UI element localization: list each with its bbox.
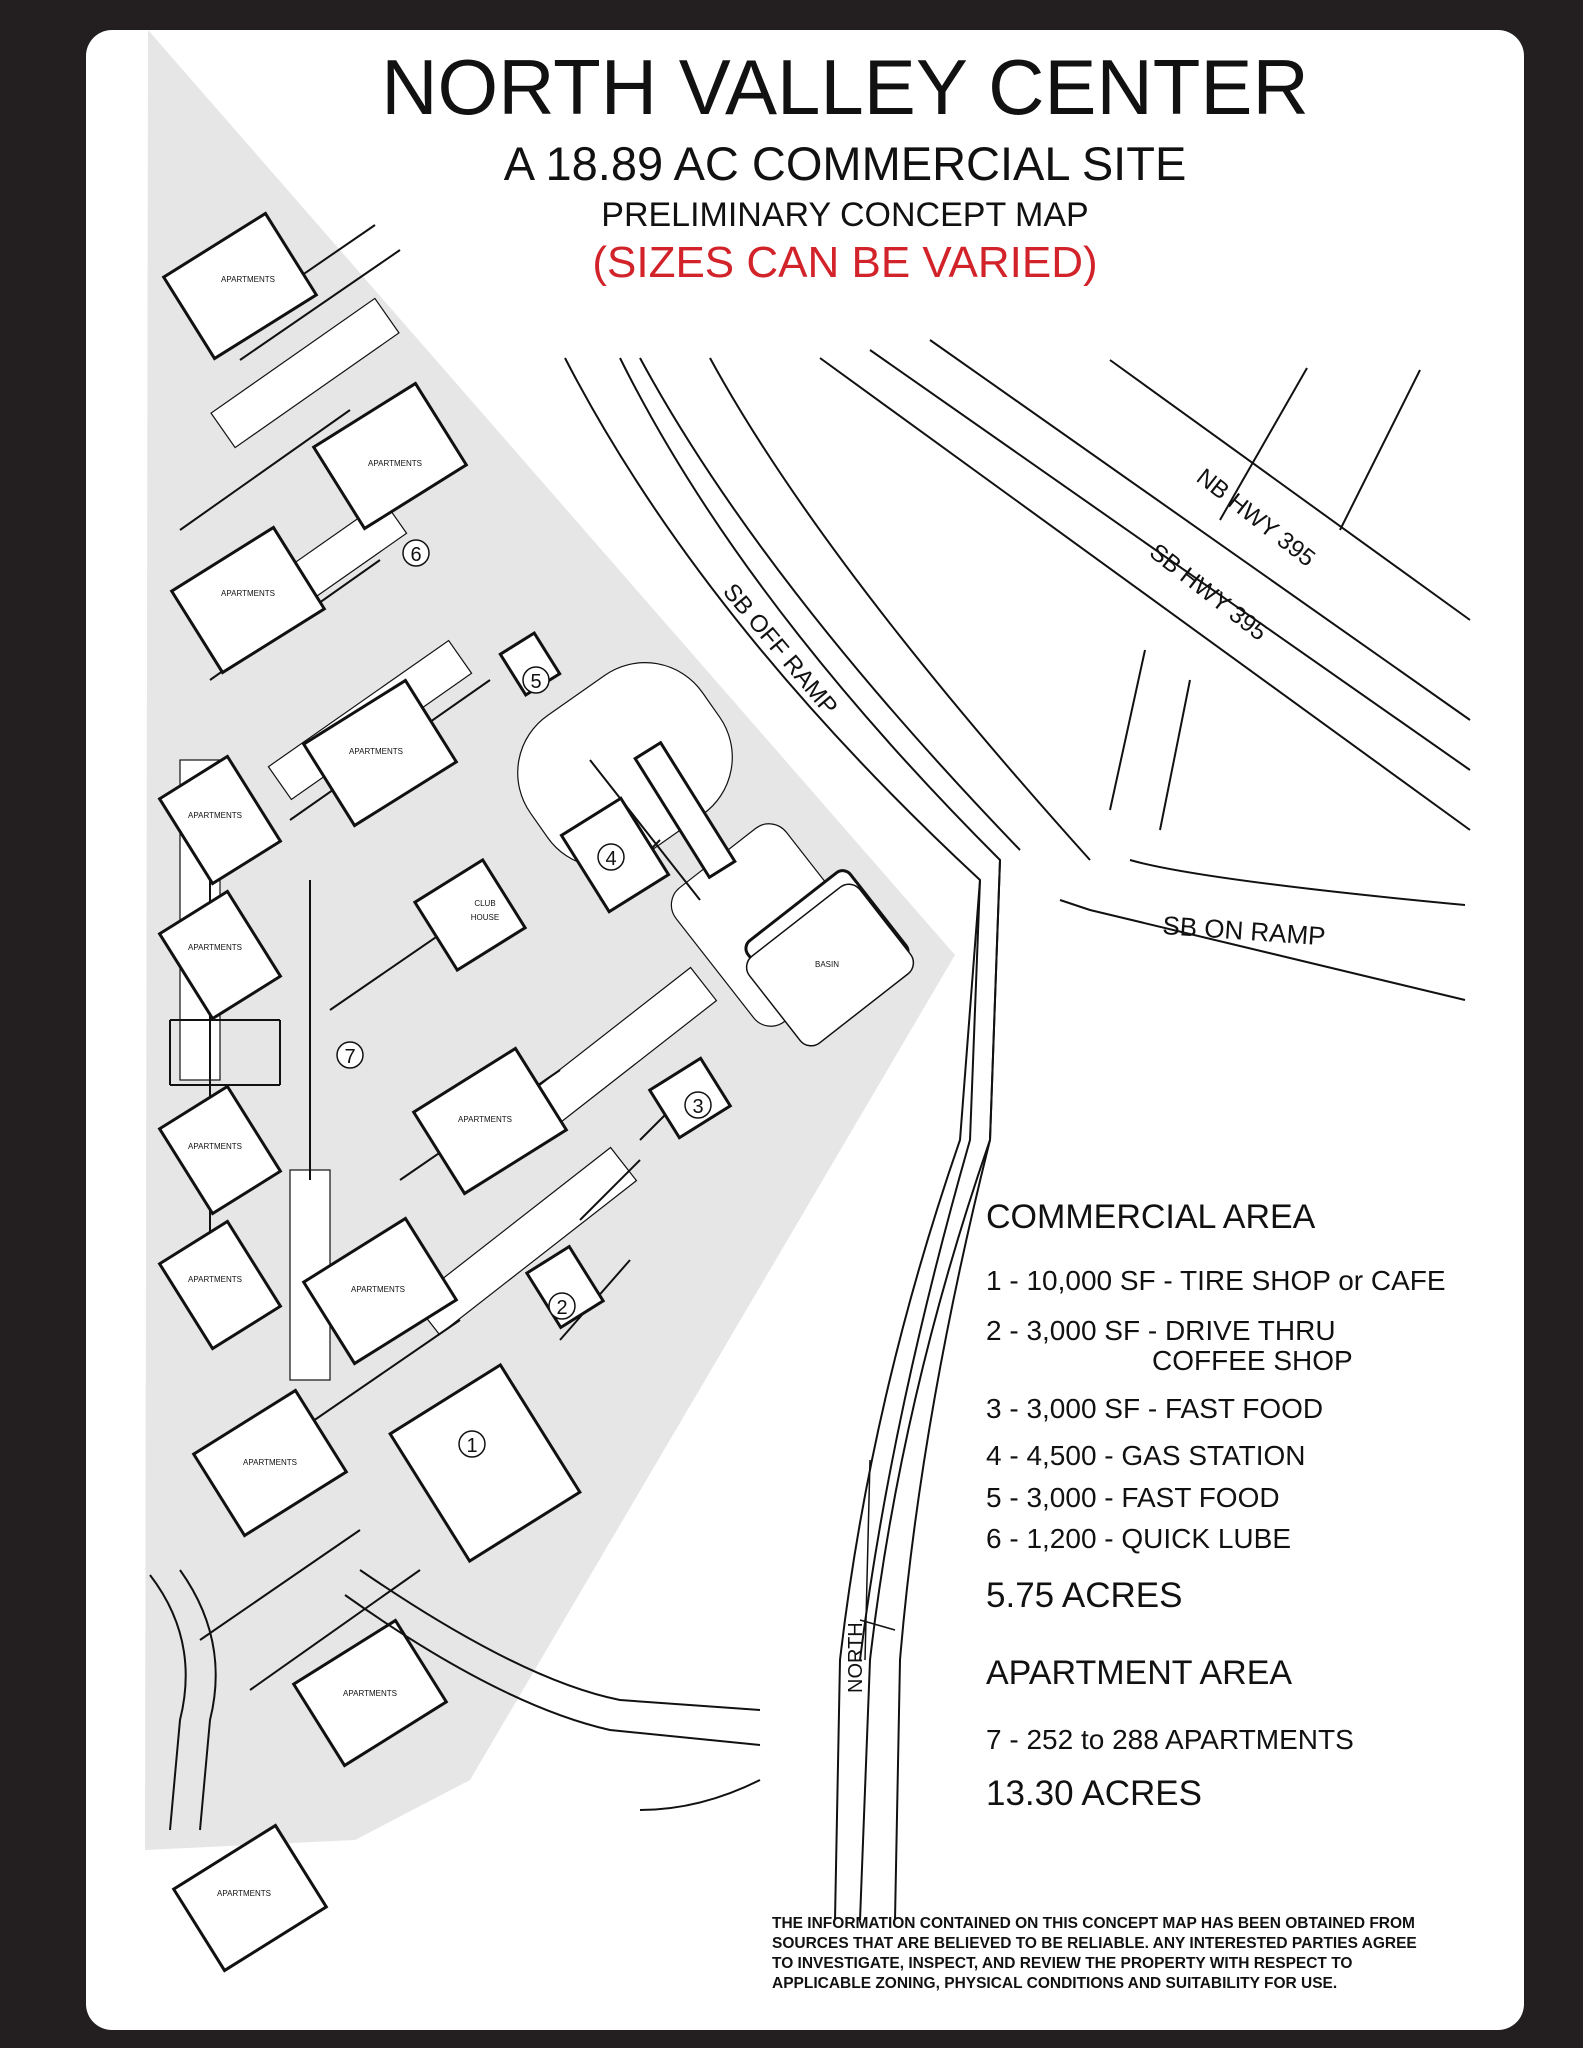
commercial-item: 2 - 3,000 SF - DRIVE THRU <box>986 1315 1336 1346</box>
apartments-label: APARTMENTS <box>221 589 275 598</box>
commercial-item: 6 - 1,200 - QUICK LUBE <box>986 1523 1292 1554</box>
club-house-label: CLUB <box>474 899 496 908</box>
apartments-label: APARTMENTS <box>343 1689 397 1698</box>
apartments-label: APARTMENTS <box>243 1458 297 1467</box>
apartments-label: APARTMENTS <box>349 747 403 756</box>
apartments-label: APARTMENTS <box>217 1889 271 1898</box>
commercial-item: 1 - 10,000 SF - TIRE SHOP or CAFE <box>986 1265 1446 1296</box>
lot-1-number: 1 <box>466 1435 478 1457</box>
commercial-item: 4 - 4,500 - GAS STATION <box>986 1440 1306 1471</box>
disclaimer-line: TO INVESTIGATE, INSPECT, AND REVIEW THE PROPERTY WITH RESPECT TO <box>772 1955 1353 1972</box>
apartments-label: APARTMENTS <box>458 1115 512 1124</box>
north-label: NORTH <box>845 1622 867 1693</box>
disclaimer-line: THE INFORMATION CONTAINED ON THIS CONCEPT MAP HAS BEEN OBTAINED FROM <box>772 1915 1415 1932</box>
apartments-label: APARTMENTS <box>188 811 242 820</box>
lot-3-number: 3 <box>692 1096 704 1118</box>
apartments-label: APARTMENTS <box>188 1275 242 1284</box>
apartments-label: APARTMENTS <box>221 275 275 284</box>
apartments-label: APARTMENTS <box>188 943 242 952</box>
commercial-acres: 5.75 ACRES <box>986 1576 1183 1615</box>
commercial-item: 3 - 3,000 SF - FAST FOOD <box>986 1393 1324 1424</box>
commercial-heading: COMMERCIAL AREA <box>986 1198 1316 1236</box>
concept-label: PRELIMINARY CONCEPT MAP <box>601 196 1089 234</box>
lot-7-number: 7 <box>344 1046 356 1068</box>
apartments-label: APARTMENTS <box>368 459 422 468</box>
map-sheet <box>86 30 1524 2030</box>
apartment-item: 7 - 252 to 288 APARTMENTS <box>986 1724 1354 1755</box>
sb-hwy-label: SB HWY 395 <box>1144 538 1273 647</box>
lot-2-number: 2 <box>556 1297 568 1319</box>
nb-hwy-label: NB HWY 395 <box>1191 463 1321 573</box>
sizes-note: (SIZES CAN BE VARIED) <box>592 238 1098 287</box>
commercial-item: 5 - 3,000 - FAST FOOD <box>986 1482 1280 1513</box>
disclaimer-line: APPLICABLE ZONING, PHYSICAL CONDITIONS AND SUITABILITY FOR USE. <box>772 1975 1338 1992</box>
club-house-label: HOUSE <box>470 913 500 922</box>
page-title: NORTH VALLEY CENTER <box>381 43 1309 131</box>
apartments-label: APARTMENTS <box>188 1142 242 1151</box>
sb-off-ramp-label: SB OFF RAMP <box>717 578 843 721</box>
apartment-heading: APARTMENT AREA <box>986 1654 1293 1692</box>
disclaimer <box>772 1914 1512 1994</box>
lot-6-number: 6 <box>410 544 422 566</box>
lot-5-number: 5 <box>530 671 542 693</box>
apartment-acres: 13.30 ACRES <box>986 1774 1202 1813</box>
basin-label: BASIN <box>814 960 840 969</box>
page-subtitle: A 18.89 AC COMMERCIAL SITE <box>503 137 1187 190</box>
apartments-label: APARTMENTS <box>351 1285 405 1294</box>
sb-on-ramp-label: SB ON RAMP <box>1161 910 1327 952</box>
commercial-item: COFFEE SHOP <box>1152 1345 1353 1376</box>
lot-4-number: 4 <box>605 848 617 870</box>
disclaimer-line: SOURCES THAT ARE BELIEVED TO BE RELIABLE. ANY INTERESTED PARTIES AGREE <box>772 1935 1417 1952</box>
